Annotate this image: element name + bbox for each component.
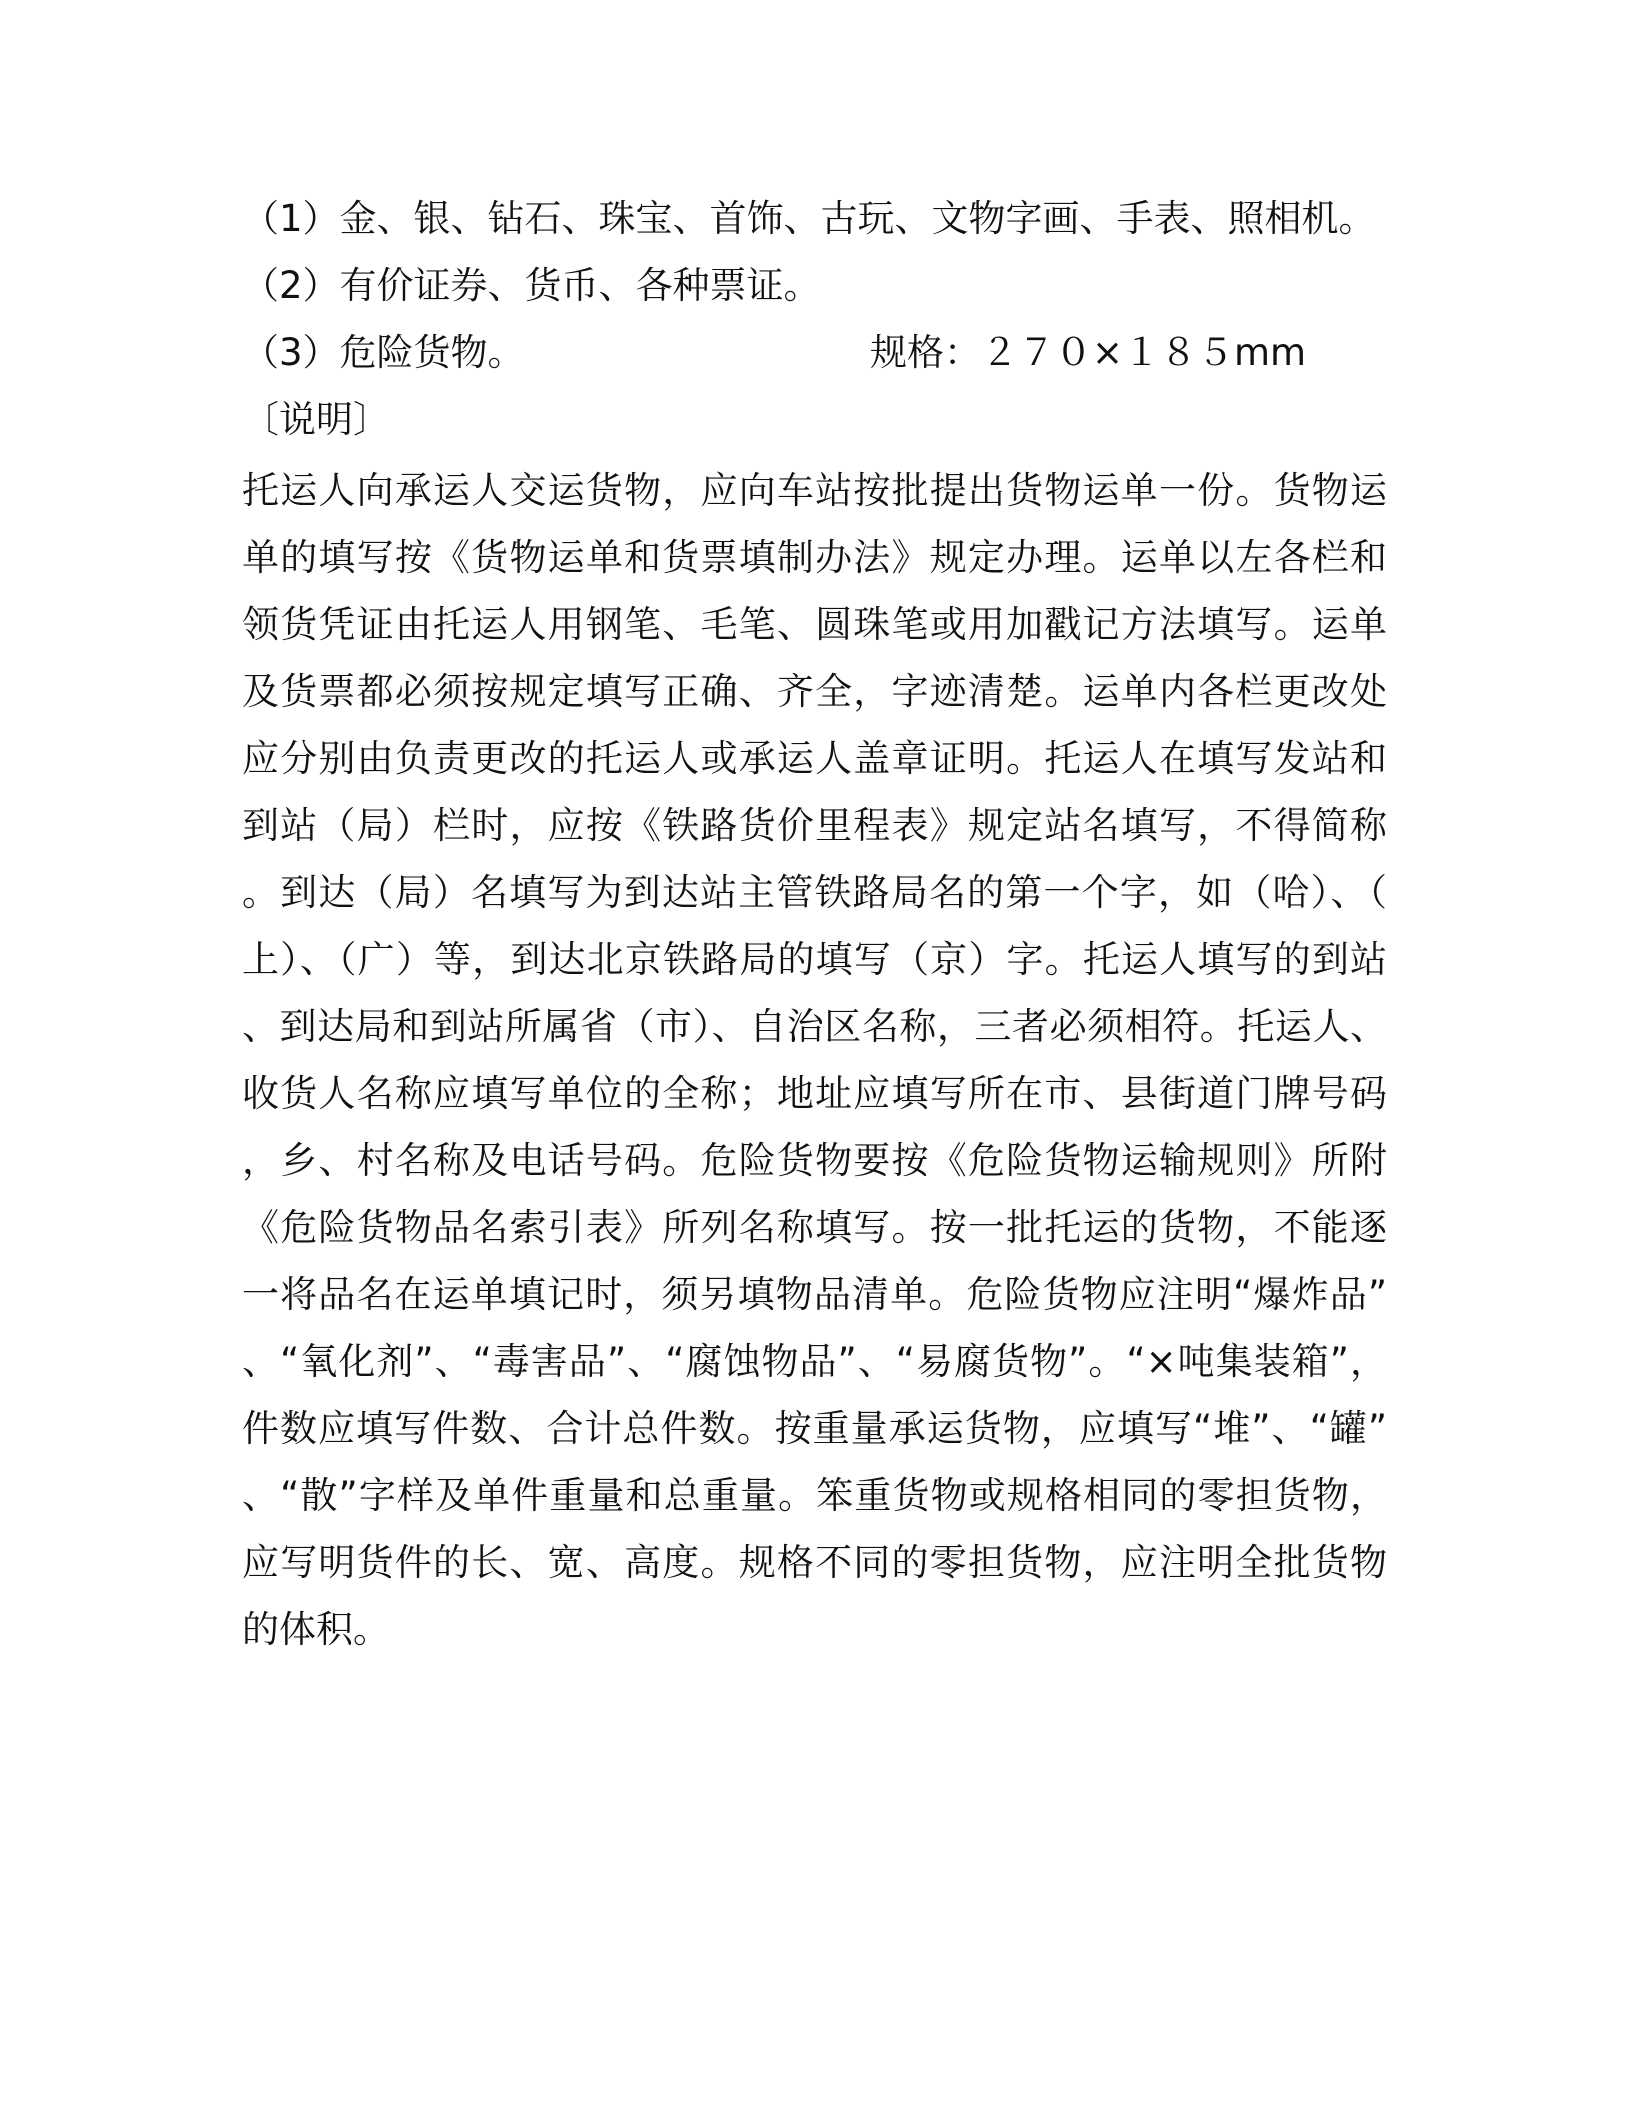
instruction-paragraph: 托运人向承运人交运货物，应向车站按批提出货物运单一份。货物运单的填写按《货物运单和货票填制办法》规定办理。运单以左各栏和领货凭证由托运人用钢笔、毛笔、圆珠笔或用加戳记方法填写。运单及货票都必须按规定填写正确、齐全，字迹清楚。运单内各栏更改处应分别由负责更改的托运人或承运人盖章证明。托运人在填写发站和到站（局）栏时，应按《铁路货价里程表》规定站名填写，不得简称。到达（局）名填写为到达站主管铁路局名的第一个字，如（哈）、（上）、（广）等，到达北京铁路局的填写（京）字。托运人填写的到站、到达局和到站所属省（市）、自治区名称，三者必须相符。托运人、收货人名称应填写单位的全称；地址应填写所在市、县街道门牌号码，乡、村名称及电话号码。危险货物要按《危险货物运输规则》所附《危险货物品名索引表》所列名称填写。按一批托运的货物，不能逐一将品名在运单填记时，须另填物品清单。危险货物应注明“爆炸品”、“氧化剂”、“毒害品”、“腐蚀物品”、“易腐货物”。“×吨集装箱”，件数应填写件数、合计总件数。按重量承运货物，应填写“堆”、“罐”、“散”字样及单件重量和总重量。笨重货物或规格相同的零担货物，应写明货件的长、宽、高度。规格不同的零担货物，应注明全批货物的体积。	[242, 469, 1387, 1651]
spec-size: 规格：２７０×１８５mm	[870, 331, 1307, 374]
note-heading: 〔说明〕	[242, 398, 390, 441]
list-item-1: （1）金、银、钻石、珠宝、首饰、古玩、文物字画、手表、照相机。	[242, 197, 1376, 240]
list-item-3: （3）危险货物。	[242, 331, 525, 374]
list-item-2: （2）有价证券、货币、各种票证。	[242, 264, 821, 307]
